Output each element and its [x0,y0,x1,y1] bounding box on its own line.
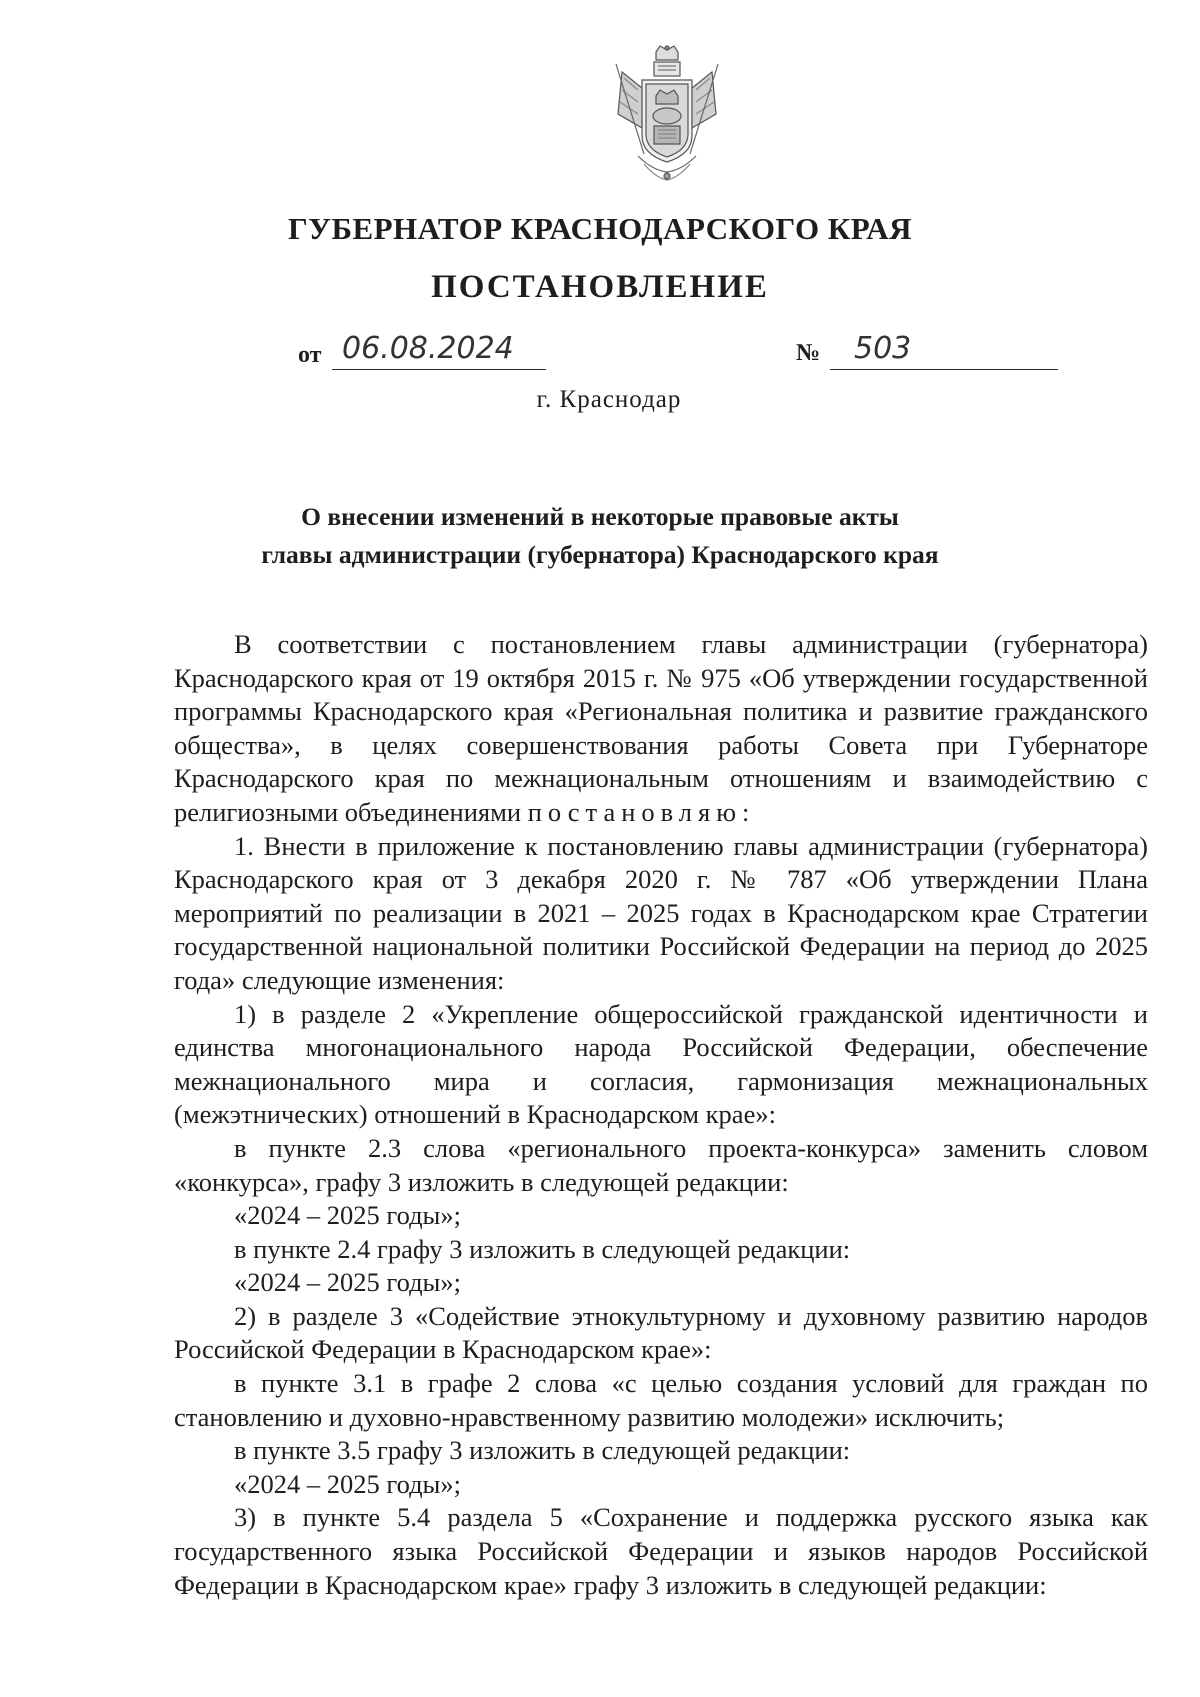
paragraph-years-3: «2024 – 2025 годы»; [234,1468,461,1499]
paragraph-subitem-1: 1) в разделе 2 «Укрепление общероссийской гражданской идентичности и единства многонационального народа Российской Федерации, обеспечение межнационального мира и согласия, гармонизация межнациональных (межэтнических) отношений в Краснодарском крае»: [174,998,1148,1130]
document-number: 503 [830,329,1058,370]
date-prefix: от [298,342,322,368]
paragraph-subitem-3: 3) в пункте 5.4 раздела 5 «Сохранение и поддержка русского языка как государственного языка Российской Федерации и языков народов Российской Федерации в Краснодарском крае» графу 3 изложить в следующей редакции: [174,1502,1148,1600]
heading-line-2: главы администрации (губернатора) Краснодарского края [261,540,939,569]
document-heading [0,498,1200,574]
paragraph-years-2: «2024 – 2025 годы»; [234,1267,461,1298]
coat-of-arms-icon [608,44,726,186]
paragraph-point-3-5: в пункте 3.5 графу 3 изложить в следующей редакции: [234,1435,851,1466]
city: г. Краснодар [536,386,682,413]
preamble-resolution-word: постановляю: [527,796,756,827]
paragraph-item-1: 1. Внести в приложение к постановлению главы администрации (губернатора) Краснодарского края от 3 декабря 2020 г. № 787 «Об утверждении Плана мероприятий по реализации в 2021 – 2025 годах в Краснодарском крае Стратегии государственной национальной политики Российской Федерации на период до 2025 года» следующие изменения: [174,830,1148,995]
preamble-text: В соответствии с постановлением главы администрации (губернатора) Краснодарского края от 19 октября 2015 г. № 975 «Об утверждении государственной программы Краснодарского края «Региональная политика и развитие гражданского общества», в целях совершенствования работы Совета при Губернаторе Краснодарского края по межнациональным отношениям и взаимодействию с религиозными объединениями [174,629,1148,827]
document-body [174,628,1148,1602]
number-prefix: № [796,340,821,366]
paragraph-subitem-2: 2) в разделе 3 «Содействие этнокультурному и духовному развитию народов Российской Федерации в Краснодарском крае»: [174,1300,1148,1365]
paragraph-point-2-3: в пункте 2.3 слова «регионального проекта-конкурса» заменить словом «конкурса», графу 3 изложить в следующей редакции: [174,1132,1148,1197]
paragraph-point-2-4: в пункте 2.4 графу 3 изложить в следующей редакции: [234,1233,851,1264]
heading-line-1: О внесении изменений в некоторые правовые акты [301,502,899,531]
paragraph-preamble [174,628,1148,830]
document-type: ПОСТАНОВЛЕНИЕ [431,269,769,305]
paragraph-years-1: «2024 – 2025 годы»; [234,1200,461,1231]
document-date: 06.08.2024 [332,329,546,370]
authority-title: ГУБЕРНАТОР КРАСНОДАРСКОГО КРАЯ [287,211,913,246]
paragraph-point-3-1: в пункте 3.1 в графе 2 слова «с целью создания условий для граждан по становлению и духовно-нравственному развитию молодежи» исключить; [174,1368,1148,1432]
